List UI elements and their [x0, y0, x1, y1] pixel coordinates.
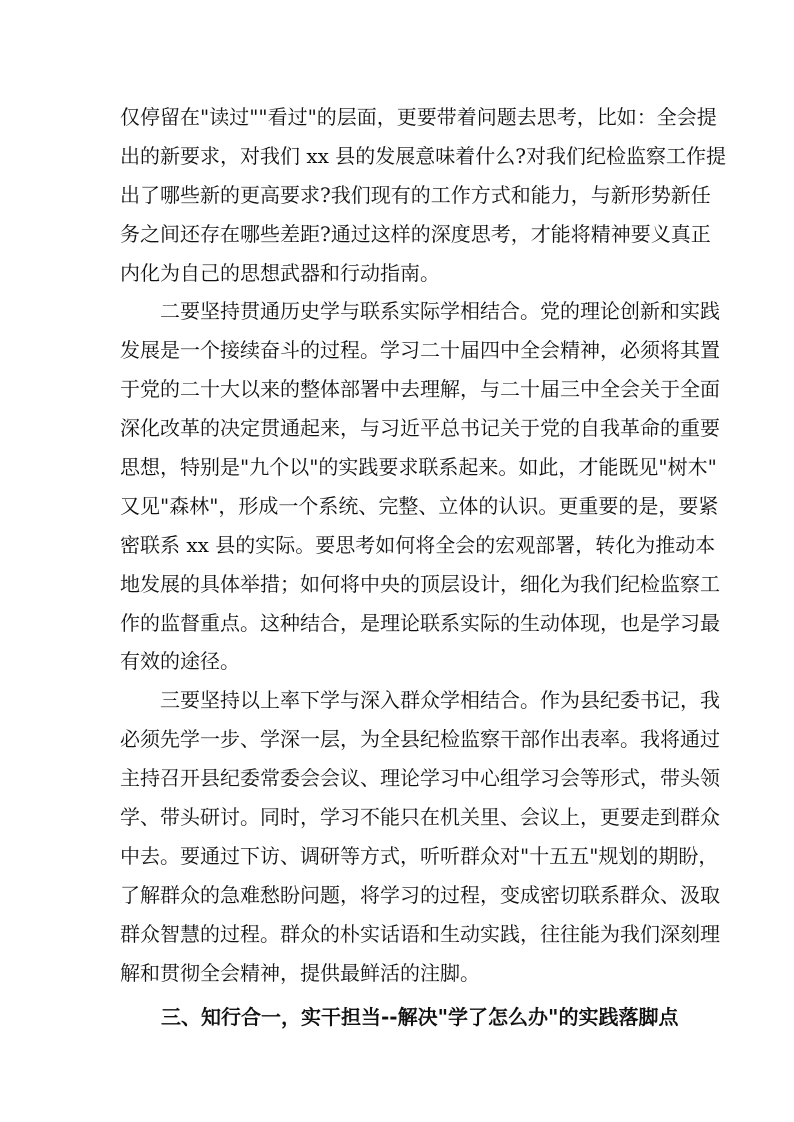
text-line: 仅停留在"读过""看过"的层面，更要带着问题去思考，比如：全会提 [120, 105, 717, 129]
text-line: 出的新要求，对我们 xx 县的发展意味着什么?对我们纪检监察工作提 [120, 143, 726, 168]
text-line: 三要坚持以上率下学与深入群众学相结合。作为县纪委书记，我 [160, 688, 720, 713]
text-line: 解和贯彻全会精神，提供最鲜活的注脚。 [120, 960, 480, 985]
text-line: 二要坚持贯通历史学与联系实际学相结合。党的理论创新和实践 [160, 299, 720, 324]
text-line: 又见"森林"，形成一个系统、完整、立体的认识。更重要的是，要紧 [120, 493, 719, 518]
text-line: 务之间还存在哪些差距?通过这样的深度思考，才能将精神要义真正 [120, 221, 711, 246]
text-line: 密联系 xx 县的实际。要思考如何将全会的宏观部署，转化为推动本 [120, 532, 716, 557]
text-line: 思想，特别是"九个以"的实践要求联系起来。如此，才能既见"树木" [120, 455, 717, 480]
text-line: 地发展的具体举措；如何将中央的顶层设计，细化为我们纪检监察工 [120, 571, 720, 596]
text-line: 群众智慧的过程。群众的朴实话语和生动实践，往往能为我们深刻理 [120, 921, 720, 946]
paragraph [120, 292, 720, 681]
text-line: 有效的途径。 [120, 649, 240, 674]
paragraph [120, 98, 726, 292]
section-heading: 三、知行合一，实干担当--解决"学了怎么办"的实践落脚点 [161, 1005, 679, 1030]
paragraph [120, 681, 720, 992]
text-line: 必须先学一步、学深一层，为全县纪检监察干部作出表率。我将通过 [120, 727, 720, 752]
document-body [120, 98, 726, 1037]
text-line: 发展是一个接续奋斗的过程。学习二十届四中全会精神，必须将其置 [120, 338, 720, 363]
text-line: 主持召开县纪委常委会会议、理论学习中心组学习会等形式，带头领 [120, 766, 720, 791]
text-line: 于党的二十大以来的整体部署中去理解，与二十届三中全会关于全面 [120, 377, 720, 402]
text-line: 深化改革的决定贯通起来，与习近平总书记关于党的自我革命的重要 [120, 416, 720, 441]
text-line: 作的监督重点。这种结合，是理论联系实际的生动体现，也是学习最 [120, 610, 720, 635]
text-line: 出了哪些新的更高要求?我们现有的工作方式和能力，与新形势新任 [120, 182, 711, 207]
text-line: 内化为自己的思想武器和行动指南。 [120, 260, 440, 285]
text-line: 了解群众的急难愁盼问题，将学习的过程，变成密切联系群众、汲取 [120, 882, 720, 907]
text-line: 中去。要通过下访、调研等方式，听听群众对"十五五"规划的期盼， [120, 843, 719, 868]
text-line: 学、带头研讨。同时，学习不能只在机关里、会议上，更要走到群众 [120, 805, 720, 830]
